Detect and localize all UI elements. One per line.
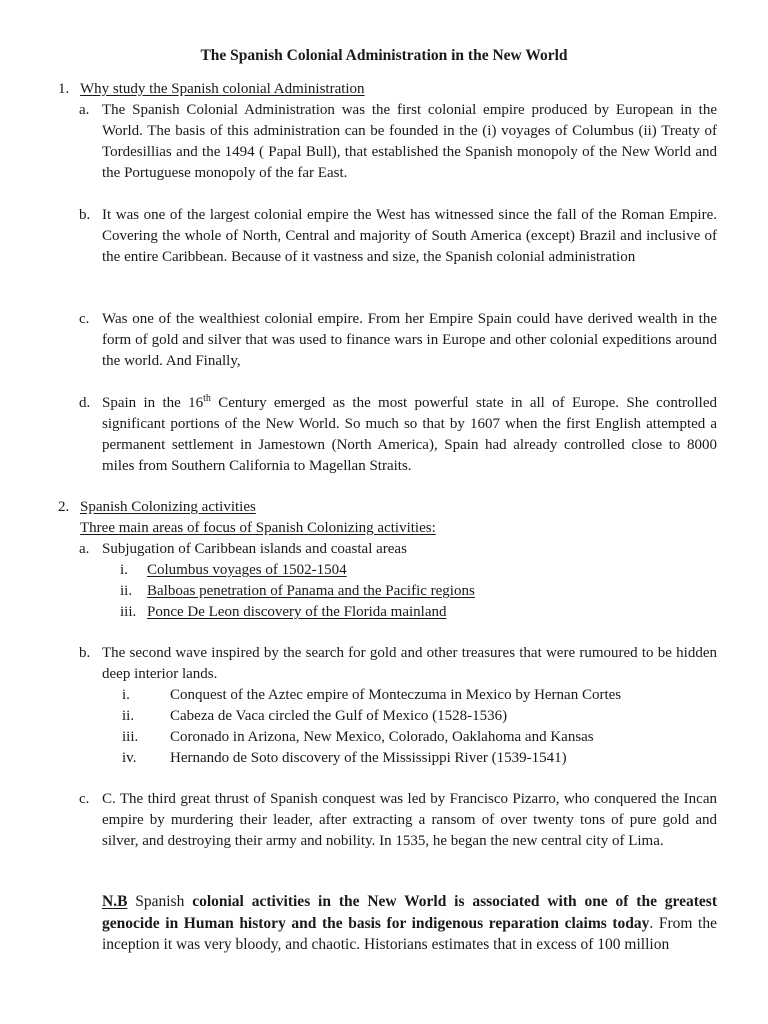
item-2a-text: Subjugation of Caribbean islands and coastal areas: [102, 541, 407, 557]
item-1c-marker: c.: [79, 311, 90, 327]
item-2b-ii-marker: ii.: [122, 708, 135, 724]
nb-label: N.B: [102, 893, 128, 910]
item-2b-iii-marker: iii.: [122, 729, 139, 745]
item-2a-iii-marker: iii.: [120, 604, 137, 620]
item-1a-marker: a.: [79, 102, 90, 118]
item-2c-text: C. The third great thrust of Spanish conquest was led by Francisco Pizarro, who conquered the Incan empire by murdering their leader, after extracting a ransom of over twenty tons of pure gold and silver, and destroying their army and nobility. In 1535, he began the new central city of Lima.: [102, 791, 717, 849]
section-2-subheading: Three main areas of focus of Spanish Colonizing activities:: [80, 520, 436, 536]
item-2b-i-text: Conquest of the Aztec empire of Monteczuma in Mexico by Hernan Cortes: [170, 687, 622, 703]
item-2b-i-marker: i.: [122, 687, 130, 703]
section-1-number: 1.: [58, 81, 70, 97]
item-1c-text: Was one of the wealthiest colonial empire. From her Empire Spain could have derived wealth in the form of gold and silver that was used to finance wars in Europe and other colonial expeditions around the world. And Finally,: [102, 311, 717, 369]
document-title: The Spanish Colonial Administration in the New World: [200, 47, 568, 64]
item-1a-text: The Spanish Colonial Administration was the first colonial empire produced by European in the World. The basis of this administration can be founded in the (i) voyages of Columbus (ii) Treaty of Tordesillias and the 1494 ( Papal Bull), that established the Spanish monopoly of the New World and the Portuguese monopoly of the far East.: [102, 102, 717, 181]
nb-paragraph: N.B Spanish colonial activities in the New World is associated with one of the greatest genocide in Human history and the basis for indigenous reparation claims today. From the inception it was very bloody, and chaotic. Historians estimates that in excess of 100 million: [102, 893, 717, 953]
nb-emphasis: colonial activities in the New World is associated with one of the greatest genocide in Human history and the basis for indigenous reparation claims today: [102, 893, 717, 932]
item-2b-text: The second wave inspired by the search for gold and other treasures that were rumoured to be hidden deep interior lands.: [102, 645, 717, 682]
section-2-heading: Spanish Colonizing activities: [80, 499, 256, 515]
item-2a-marker: a.: [79, 541, 90, 557]
item-2c-marker: c.: [79, 791, 90, 807]
item-2a-ii-text: Balboas penetration of Panama and the Pacific regions: [147, 583, 475, 599]
item-2b-ii-text: Cabeza de Vaca circled the Gulf of Mexico (1528-1536): [170, 708, 508, 724]
item-2b-marker: b.: [79, 645, 91, 661]
section-2-number: 2.: [58, 499, 70, 515]
item-2a-iii-text: Ponce De Leon discovery of the Florida mainland: [147, 604, 447, 620]
item-2b-iv-text: Hernando de Soto discovery of the Mississippi River (1539-1541): [170, 750, 567, 766]
section-1-heading: Why study the Spanish colonial Administration: [80, 81, 365, 97]
item-2a-i-marker: i.: [120, 562, 128, 578]
item-2b-iv-marker: iv.: [122, 750, 137, 766]
item-2a-i-text: Columbus voyages of 1502-1504: [147, 562, 347, 578]
item-2b-iii-text: Coronado in Arizona, New Mexico, Colorado, Oaklahoma and Kansas: [170, 729, 594, 745]
item-1b-text: It was one of the largest colonial empire the West has witnessed since the fall of the Roman Empire. Covering the whole of North, Central and majority of South America (except) Brazil and inclusive of the entire Caribbean. Because of it vastness and size, the Spanish colonial administration: [102, 207, 717, 265]
item-1d-text: Spain in the 16th Century emerged as the most powerful state in all of Europe. She controlled significant portions of the New World. So much so that by 1607 when the first English attempted a permanent settlement in Jamestown (North America), Spain had already controlled close to 8000 miles from Southern California to Magellan Straits.: [102, 393, 717, 474]
item-1d-marker: d.: [79, 395, 91, 411]
item-2a-ii-marker: ii.: [120, 583, 133, 599]
item-1b-marker: b.: [79, 207, 91, 223]
